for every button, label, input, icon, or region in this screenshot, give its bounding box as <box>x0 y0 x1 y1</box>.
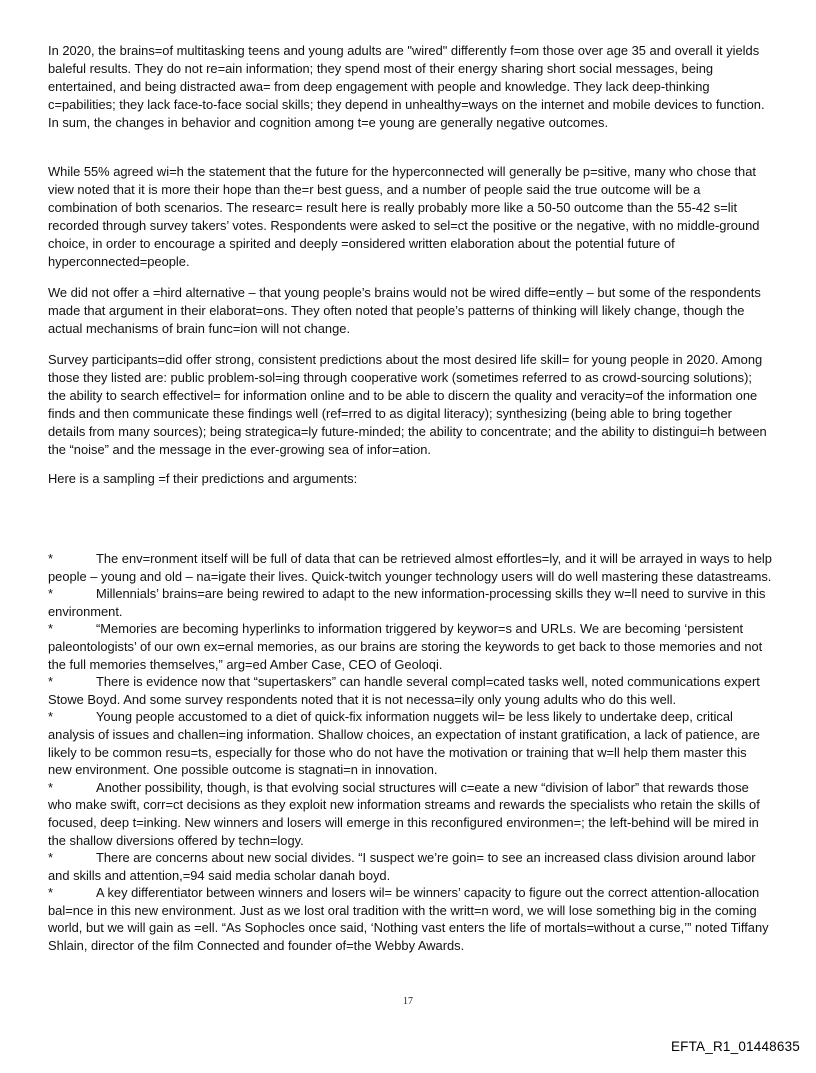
list-item <box>48 620 772 673</box>
list-item-text: There is evidence now that “supertaskers” can handle several compl=cated tasks well, noted communications expert Stowe Boyd. And some survey respondents noted that it is not necessa=ily only young adults who do this well. <box>48 674 760 707</box>
list-item <box>48 673 772 708</box>
bullet-marker: * <box>48 850 54 866</box>
list-item-text: Young people accustomed to a diet of quick-fix information nuggets wil= be less likely to undertake deep, critical analysis of issues and challen=ing information. Shallow choices, an expectation of instant gratification, a lack of patience, are likely to be common resu=ts, especially for those who do not have the motivation or training that w=ll help them master this new environment. One possible outcome is stagnati=n in innovation. <box>48 709 760 778</box>
list-item-text: The env=ronment itself will be full of data that can be retrieved almost effortles=ly, and it will be arrayed in ways to help people – young and old – na=igate their lives. Quick-twitch younger technology users will do well mastering these datastreams. <box>48 551 772 584</box>
list-item <box>48 849 772 884</box>
paragraph-3: We did not offer a =hird alternative – that young people’s brains would not be wired diffe=ently – but some of the respondents made that argument in their elaborat=ons. They often noted that people’s patterns of thinking will likely change, though the actual mechanisms of brain func=ion will not change. <box>48 285 761 336</box>
list-item <box>48 585 772 620</box>
bullet-marker: * <box>48 586 54 602</box>
list-item-text: There are concerns about new social divides. “I suspect we’re goin= to see an increased class division around labor and skills and attention,=94 said media scholar danah boyd. <box>48 850 756 883</box>
document-id-stamp: EFTA_R1_01448635 <box>670 1039 800 1054</box>
predictions-list <box>48 550 772 955</box>
bullet-marker: * <box>48 709 54 725</box>
paragraph-4: Survey participants=did offer strong, consistent predictions about the most desired life skill= for young people in 2020. Among those they listed are: public problem-sol=ing through cooperative work (sometimes referred to as crowd-sourcing solutions); the ability to search effectivel= for information online and to be able to discern the quality and veracity=of the information one finds and then communicate these findings well (ref=rred to as digital literacy); synthesizing (being able to bring together details from many sources); being strategica=ly future-minded; the ability to concentrate; and the ability to distingui=h between the “noise” and the message in the ever-growing sea of infor=ation. <box>48 352 767 457</box>
list-item-text: “Memories are becoming hyperlinks to information triggered by keywor=s and URLs. We are becoming ‘persistent paleontologists’ of our own ex=ernal memories, as our brains are storing the keywords to get back to those memories and not the full memories themselves,” arg=ed Amber Case, CEO of Geoloqi. <box>48 621 763 672</box>
list-item <box>48 884 772 954</box>
list-item-text: A key differentiator between winners and losers wil= be winners’ capacity to figure out the correct attention-allocation bal=nce in this new environment. Just as we lost oral tradition with the writt=n word, we will lose something big in the coming world, but we will gain as =ell. “As Sophocles once said, ‘Nothing vast enters the life of mortals=without a curse,’” noted Tiffany Shlain, director of the film Connected and founder of=the Webby Awards. <box>48 885 769 954</box>
paragraph-5: Here is a sampling =f their predictions and arguments: <box>48 471 358 486</box>
list-item <box>48 708 772 778</box>
bullet-marker: * <box>48 674 54 690</box>
paragraph-1: In 2020, the brains=of multitasking teens and young adults are "wired" differently f=om those over age 35 and overall it yields baleful results. They do not re=ain information; they spend most of their energy sharing short social messages, being entertained, and being distracted awa= from deep engagement with people and knowledge. They lack deep-thinking c=pabilities; they lack face-to-face social skills; they depend in unhealthy=ways on the internet and mobile devices to function. In sum, the changes in behavior and cognition among t=e young are generally negative outcomes. <box>48 43 765 130</box>
list-item-text: Millennials’ brains=are being rewired to adapt to the new information-processing skills they w=ll need to survive in this environment. <box>48 586 766 619</box>
bullet-marker: * <box>48 885 54 901</box>
list-item-text: Another possibility, though, is that evolving social structures will c=eate a new “division of labor” that rewards those who make swift, corr=ct decisions as they exploit new information streams and rewards the specialists who retain the skills of focused, deep t=inking. New winners and losers will emerge in this reconfigured environmen=; the left-behind will be mired in the shallow diversions offered by techn=logy. <box>48 779 760 848</box>
bullet-marker: * <box>48 551 54 566</box>
bullet-marker: * <box>48 779 54 795</box>
page-number: 17 <box>403 996 413 1007</box>
bullet-marker: * <box>48 621 54 637</box>
paragraph-2: While 55% agreed wi=h the statement that the future for the hyperconnected will generally be p=sitive, many who chose that view noted that it is more their hope than the=r best guess, and a number of people said the true outcome will be a combination of both scenarios. The researc= result here is really probably more like a 50-50 outcome than the 55-42 s=lit recorded through survey takers’ votes. Respondents were asked to sel=ct the positive or the negative, with no middle-ground choice, in order to encourage a spirited and deeply =onsidered written elaboration about the potential future of hyperconnected=people. <box>48 164 760 269</box>
list-item <box>48 779 772 849</box>
list-item <box>48 550 772 585</box>
